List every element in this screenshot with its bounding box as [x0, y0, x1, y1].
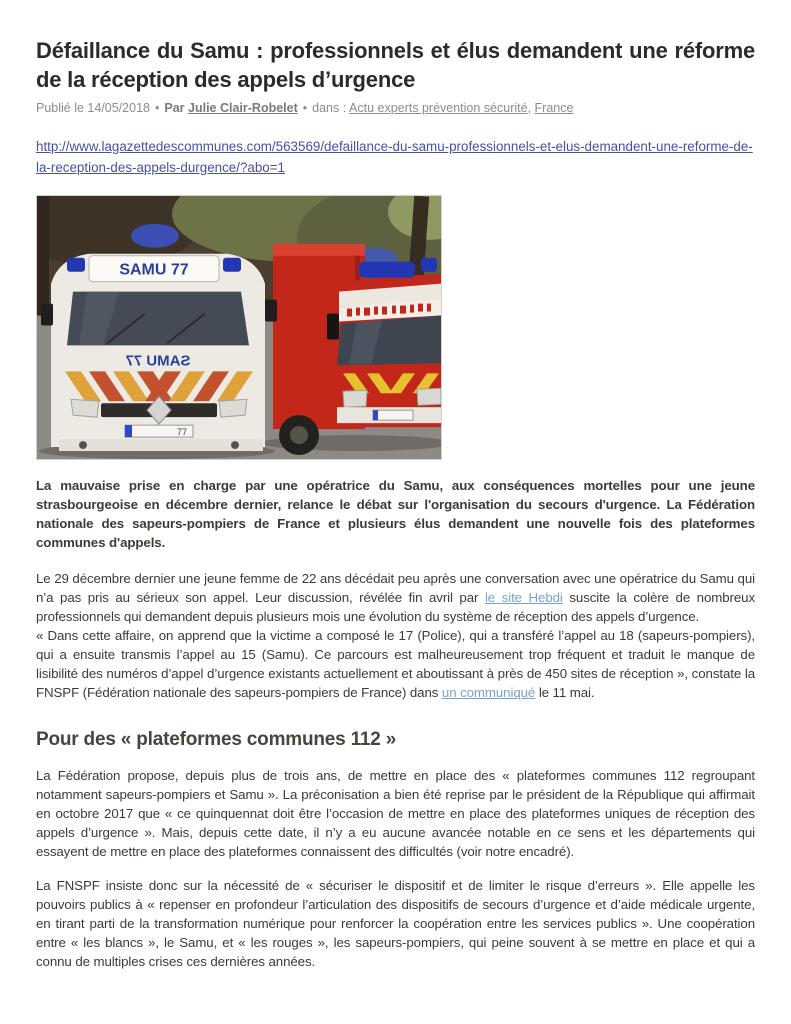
hebdi-site-link[interactable]: le site Hebdi — [484, 590, 563, 606]
fire-ambulance-lightbar — [359, 262, 415, 278]
ambulance-photo — [36, 195, 442, 460]
author-prefix: Par — [164, 100, 189, 115]
source-url-block — [36, 136, 755, 179]
communique-link[interactable]: un communiqué — [441, 685, 536, 701]
article-title: Défaillance du Samu : professionnels et élus demandent une réforme de la réception des appels d’urgence — [36, 38, 755, 93]
quote-paragraph — [36, 626, 755, 702]
samu-ambulance — [41, 254, 277, 451]
intro-paragraph — [36, 569, 755, 626]
intro-text-before: Le 29 décembre dernier une jeune femme de 22 ans décédait peu après une conversation avec une opératrice du Samu qui n’a pas pris au sérieux son appel. Leur discussion, révélée fin avril par — [36, 571, 755, 606]
source-url-link[interactable]: http://www.lagazettedescommunes.com/563569/defaillance-du-samu-professionnels-et-elus-demandent-une-reforme-de-la-reception-des-appels-durgence/?abo=1 — [36, 138, 753, 175]
samu-beacon-left — [67, 258, 85, 272]
section-heading: Pour des « plateformes communes 112 » — [36, 729, 397, 751]
fire-ambulance-mirror — [327, 314, 339, 340]
category-comma: , — [527, 100, 535, 115]
byline-separator: • — [154, 100, 160, 115]
author — [164, 101, 297, 115]
fire-ambulance — [273, 244, 441, 455]
samu-mirror-right — [265, 300, 277, 322]
license-plate-text: 77 — [176, 427, 187, 438]
category-link-securite[interactable]: Actu experts prévention sécurité — [349, 100, 528, 115]
intro-quote-block — [36, 569, 755, 702]
category-link-france[interactable]: France — [534, 100, 574, 115]
byline — [36, 101, 755, 115]
author-link[interactable]: Julie Clair-Robelet — [188, 100, 298, 115]
publish-date: Publié le 14/05/2018 — [36, 100, 150, 115]
federation-paragraph: La Fédération propose, depuis plus de trois ans, de mettre en place des « plateformes communes 112 regroupant notamment sapeurs-pompiers et Samu ». La préconisation a bien été reprise par le président de la République qui affirmait en octobre 2017 que « ce quinquennat doit être l’occasion de mettre en place des plateformes uniques de réception des appels d’urgence ». Mais, depuis cette date, il n’y a eu aucune avancée notable en ce sens et les départements qui essayent de mettre en place des plateformes connaissent des difficultés (voir notre encadré). — [36, 768, 755, 860]
samu-mirror-left — [41, 304, 53, 326]
quote-text-before: « Dans cette affaire, on apprend que la victime a composé le 17 (Police), qui a transféré l’appel au 18 (sapeurs-pompiers), qui a ensuite transmis l’appel au 15 (Samu). Ce parcours est malheureusement trop fréquent et traduit le manque de lisibilité des numéros d’appel d’urgence existants actuellement et aboutissant à près de 450 sites de réception », constate la FNSPF (Fédération nationale des sapeurs-pompiers de France) dans — [36, 628, 755, 701]
byline-separator: • — [302, 100, 308, 115]
section-prefix: dans : — [312, 100, 347, 115]
samu-roof-sign-text: SAMU 77 — [119, 262, 189, 280]
samu-hood-mirrored-text: SAMU 77 — [125, 352, 191, 370]
ambulance-photo-illustration — [37, 196, 441, 459]
fnspf-paragraph: La FNSPF insiste donc sur la nécessité de « sécuriser le dispositif et de limiter le risque d’erreurs ». Elle appelle les pouvoirs publics à « repenser en profondeur l’articulation des dispositifs de secours d’urgence et d’aide médicale urgente, en tirant parti de la transformation numérique pour renforcer la coopération entre les services publics ». Une coopération entre « les blancs », le Samu, et « les rouges », les sapeurs-pompiers, qui peine souvent à se mettre en place et qui a connu de multiples crises ces dernières années. — [36, 878, 755, 970]
quote-text-after: le 11 mai. — [535, 685, 595, 701]
samu-beacon-right — [223, 258, 241, 272]
lead-paragraph: La mauvaise prise en charge par une opératrice du Samu, aux conséquences mortelles pour une jeune strasbourgeoise en décembre dernier, relance le débat sur l'organisation du secours d'urgence. La Fédération nationale des sapeurs-pompiers de France et plusieurs élus demandent une nouvelle fois des plateformes communes d'appels. — [36, 478, 755, 551]
intro-text-after: suscite la colère de nombreux professionnels qui demandent depuis plusieurs mois une évolution du système de réception des appels d’urgence. — [36, 590, 756, 625]
